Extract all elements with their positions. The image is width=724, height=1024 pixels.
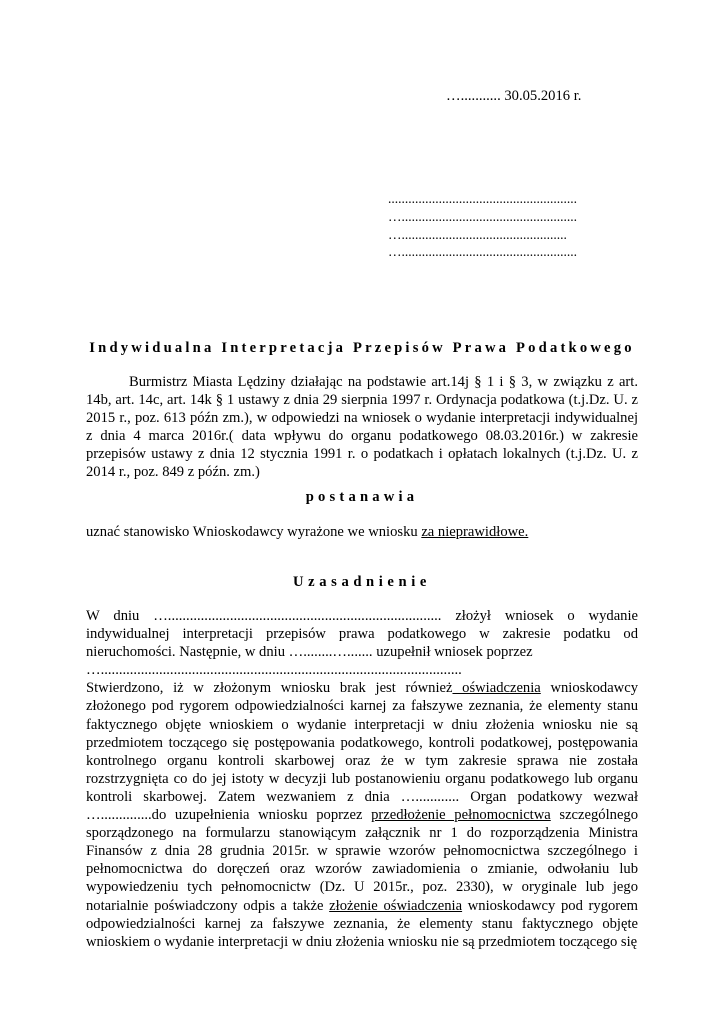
address-line: ........................................................: [388, 191, 577, 206]
text-span: wnioskodawcy złożonego pod rygorem odpowiedzialności karnej za fałszywe zeznania, że elementy stanu faktycznego objęte wnioskiem o wydanie interpretacji w dniu złożenia wniosku nie są przedmiotem toczącego się postępowania podatkowego, kontroli podatkowej, postępowania kontrolnego organu kontroli skarbowej oraz że w tym zakresie sprawa nie została rozstrzygnięta co do jej istoty w decyzji lub postanowieniu organu podatkowego lub organu kontroli skarbowej. Zatem wezwaniem z dnia …............ Organ podatkowy wezwał …..............do uzupełnienia wniosku poprzez: [86, 680, 638, 824]
intro-text: Burmistrz Miasta Lędziny działając na podstawie art.14j § 1 i § 3, w związku z art. 14b, art. 14c, art. 14k § 1 ustawy z dnia 29 sierpnia 1997 r. Ordynacja podatkowa (t.j.Dz. U. z 2015 r., poz. 613 późn zm.), w odpowiedzi na wniosek o wydanie interpretacji indywidualnej z dnia 4 marca 2016r.( data wpływu do organu podatkowego 08.03.2016r.) w zakresie przepisów ustawy z dnia 12 stycznia 1991 r. o podatkach i opłatach lokalnych (t.j.Dz. U. z 2014 r., poz. 849 z późn. zm.): [86, 374, 638, 481]
justification-dots-line: …...................................................................................................: [86, 662, 462, 679]
text-span: wnioskodawcy pod rygorem odpowiedzialności karnej za fałszywe zeznania, że elementy stanu faktycznego objęte wnioskiem o wydanie interpretacji w dniu złożenia wniosku nie są przedmiotem toczącego się: [86, 897, 638, 950]
justification-body: [86, 607, 638, 951]
address-line: ….................................................: [388, 226, 567, 242]
underlined-statement: oświadczenia: [452, 680, 541, 697]
underlined-power-of-attorney: przedłożenie pełnomocnictwa: [371, 807, 551, 824]
justification-paragraph-2: [86, 679, 638, 950]
recipient-address-block: [388, 190, 600, 261]
decision-statement: [86, 524, 528, 541]
address-line: …....................................................: [388, 208, 577, 224]
address-line: …....................................................: [388, 244, 577, 260]
underlined-statement-submission: złożenie oświadczenia: [329, 897, 463, 914]
decision-text: uznać stanowisko Wnioskodawcy wyrażone we wniosku: [86, 524, 422, 540]
justification-heading: Uzasadnienie: [293, 574, 431, 590]
document-title: Indywidualna Interpretacja Przepisów Prawa Podatkowego: [89, 340, 635, 356]
text-span: Stwierdzono, iż w złożonym wniosku brak jest również: [86, 680, 453, 697]
intro-paragraph: [86, 373, 638, 482]
justification-paragraph-1: W dniu …........................................................................... złożył wniosek o wydanie indywidualnej interpretacji przepisów prawa podatkowego w zakresie podatku od nieruchomości. Następnie, w dniu …........…....... uzupełnił wniosek poprzez: [86, 608, 638, 661]
decision-heading: postanawia: [305, 489, 419, 505]
text-span: szczególnego sporządzonego na formularzu stanowiącym załącznik nr 1 do rozporządzenia Ministra Finansów z dnia 28 grudnia 2015r. w sprawie wzorów pełnomocnictwa szczególnego i pełnomocnictwa do doręczeń oraz wzorów zawiadomienia o zmianie, odwołaniu lub wypowiedzeniu tych pełnomocnictw (Dz. U 2015r., poz. 2330), w oryginale lub jego notarialnie poświadczony odpis a także: [86, 807, 639, 914]
document-date: …........... 30.05.2016 r.: [446, 88, 582, 104]
decision-verdict: za nieprawidłowe.: [421, 524, 529, 540]
